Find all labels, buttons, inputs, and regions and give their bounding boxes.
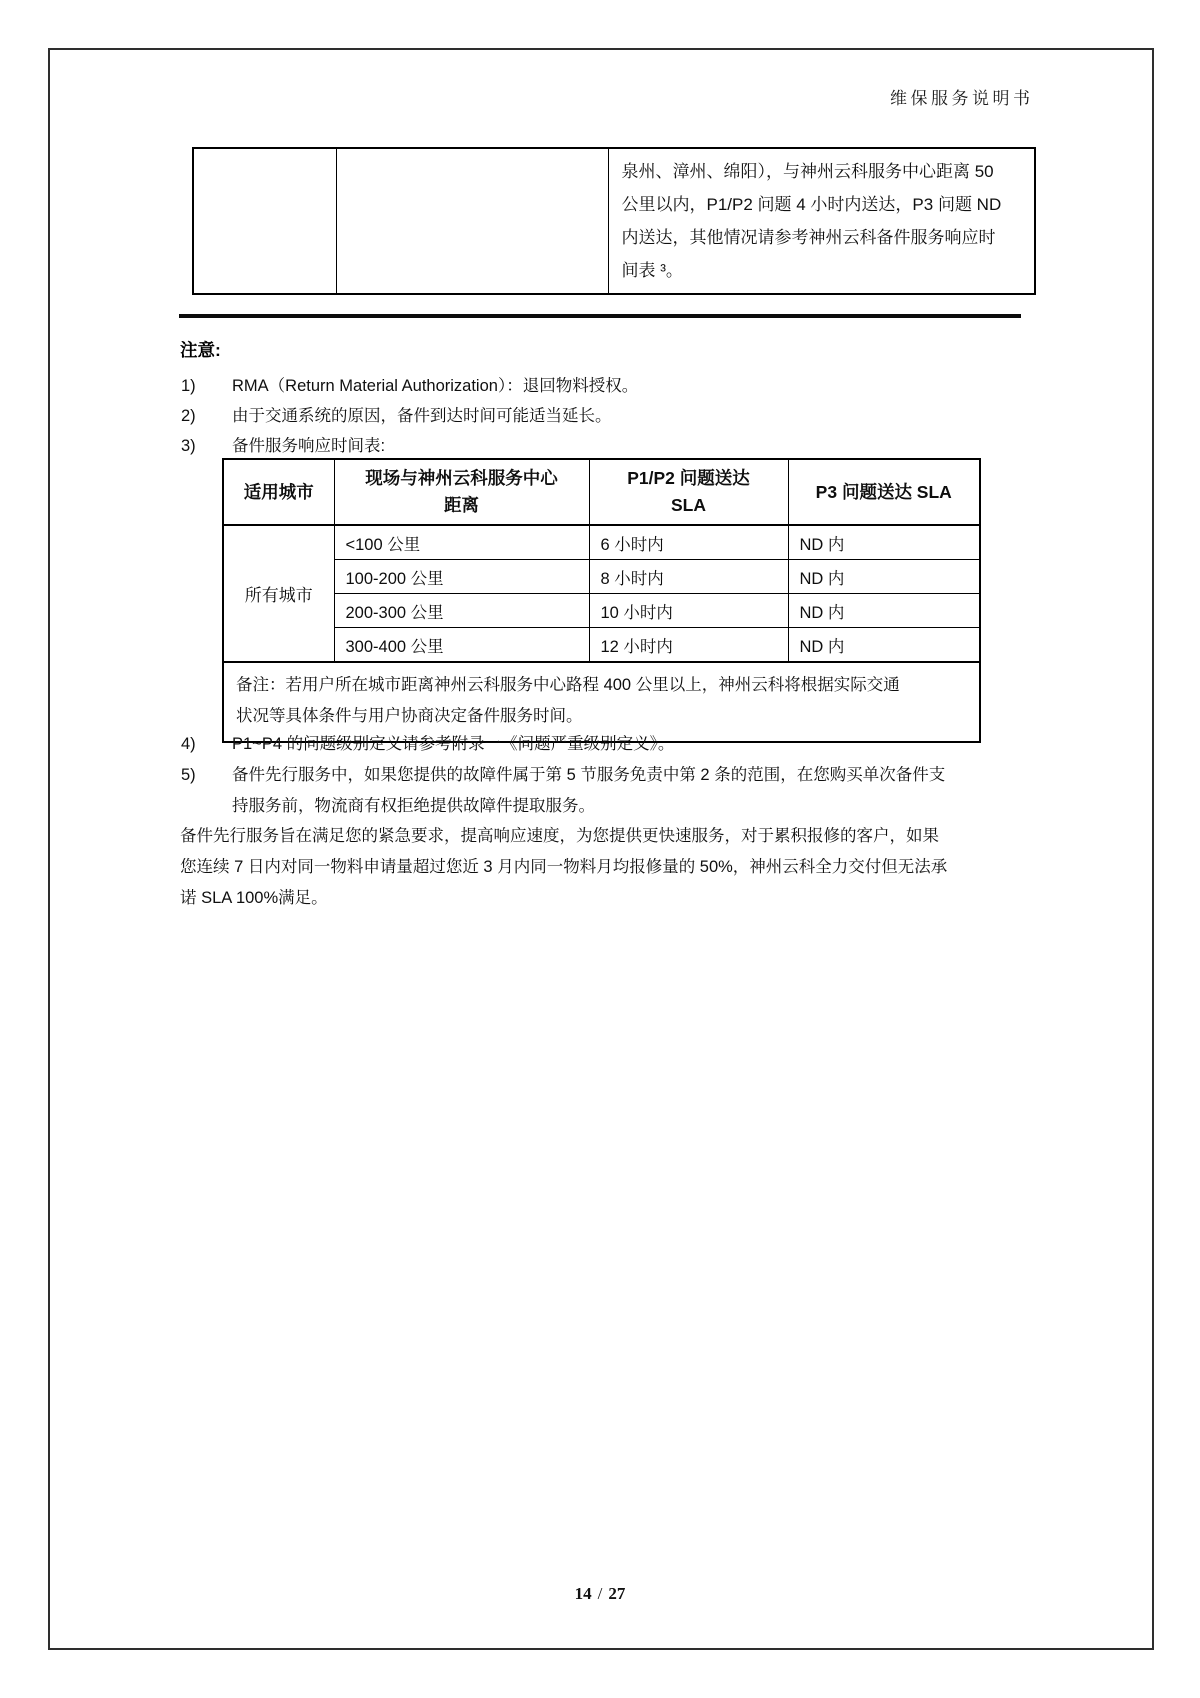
closing-paragraph: 备件先行服务旨在满足您的紧急要求，提高响应速度，为您提供更快速服务，对于累积报修的客户，如果 您连续 7 日内对同一物料申请量超过您近 3 月内同一物料月均报修量的 50%，神州云科全力交付但无法承 诺 SLA 100%满足。 bbox=[180, 827, 948, 907]
note-item-5-number: 5) bbox=[181, 766, 196, 784]
cell-p3-4: ND 内 bbox=[788, 628, 980, 663]
cell-p1p2-2: 8 小时内 bbox=[589, 560, 788, 594]
note-item-2-number: 2) bbox=[181, 407, 196, 425]
page-number-current: 14 bbox=[574, 1584, 592, 1603]
cell-p1p2-4: 12 小时内 bbox=[589, 628, 788, 663]
continuation-cell-text-lines: 泉州、漳州、绵阳），与神州云科服务中心距离 50 公里以内，P1/P2 问题 4 小时内送达，P3 问题 ND 内送达，其他情况请参考神州云科备件服务响应时 间表 ³。 bbox=[621, 162, 1002, 280]
continuation-table bbox=[192, 147, 1036, 295]
header-cell-distance: 现场与神州云科服务中心 距离 bbox=[334, 459, 589, 525]
response-table-header-row bbox=[223, 459, 980, 525]
note-item-3-number: 3) bbox=[181, 437, 196, 455]
note-item-4-number: 4) bbox=[181, 735, 196, 753]
note-item-1 bbox=[181, 371, 638, 402]
continuation-cell-empty-1 bbox=[193, 148, 336, 294]
page-number-separator: / bbox=[597, 1584, 603, 1603]
cell-distance-2: 100-200 公里 bbox=[334, 560, 589, 594]
continuation-cell-text bbox=[608, 148, 1035, 294]
note-item-1-number: 1) bbox=[181, 377, 196, 395]
header-cell-city: 适用城市 bbox=[223, 459, 334, 525]
note-item-5 bbox=[181, 760, 945, 822]
cell-p3-2: ND 内 bbox=[788, 560, 980, 594]
cell-p3-3: ND 内 bbox=[788, 594, 980, 628]
response-table-row-1 bbox=[223, 525, 980, 560]
note-item-1-text: RMA（Return Material Authorization）：退回物料授权。 bbox=[232, 377, 639, 395]
response-table-row-4 bbox=[223, 628, 980, 663]
response-time-table bbox=[222, 458, 981, 743]
page-number-total: 27 bbox=[608, 1584, 626, 1603]
continuation-table-row bbox=[193, 148, 1035, 294]
note-item-3-text: 备件服务响应时间表: bbox=[232, 437, 386, 455]
notice-heading: 注意: bbox=[180, 340, 221, 360]
cell-distance-1: <100 公里 bbox=[334, 525, 589, 560]
cell-city-all: 所有城市 bbox=[223, 525, 334, 662]
section-divider-rule bbox=[179, 314, 1021, 318]
note-item-5-text: 备件先行服务中，如果您提供的故障件属于第 5 节服务免责中第 2 条的范围，在您购买单次备件支 持服务前，物流商有权拒绝提供故障件提取服务。 bbox=[232, 766, 946, 815]
table-note-text: 备注：若用户所在城市距离神州云科服务中心路程 400 公里以上，神州云科将根据实际交通 状况等具体条件与用户协商决定备件服务时间。 bbox=[223, 662, 980, 742]
cell-p1p2-1: 6 小时内 bbox=[589, 525, 788, 560]
header-cell-p3-sla: P3 问题送达 SLA bbox=[788, 459, 980, 525]
page-header-title: 维保服务说明书 bbox=[890, 89, 1034, 108]
cell-p3-1: ND 内 bbox=[788, 525, 980, 560]
response-table-row-2 bbox=[223, 560, 980, 594]
header-cell-p1p2-sla: P1/P2 问题送达 SLA bbox=[589, 459, 788, 525]
cell-distance-4: 300-400 公里 bbox=[334, 628, 589, 663]
note-item-2 bbox=[181, 401, 612, 432]
note-item-4 bbox=[181, 729, 674, 760]
cell-distance-3: 200-300 公里 bbox=[334, 594, 589, 628]
continuation-cell-empty-2 bbox=[336, 148, 608, 294]
note-item-4-text: P1~P4 的问题级别定义请参考附录一《问题严重级别定义》。 bbox=[232, 735, 675, 753]
response-table-row-3 bbox=[223, 594, 980, 628]
note-item-2-text: 由于交通系统的原因，备件到达时间可能适当延长。 bbox=[232, 407, 612, 425]
page-number bbox=[0, 1584, 1200, 1604]
cell-p1p2-3: 10 小时内 bbox=[589, 594, 788, 628]
